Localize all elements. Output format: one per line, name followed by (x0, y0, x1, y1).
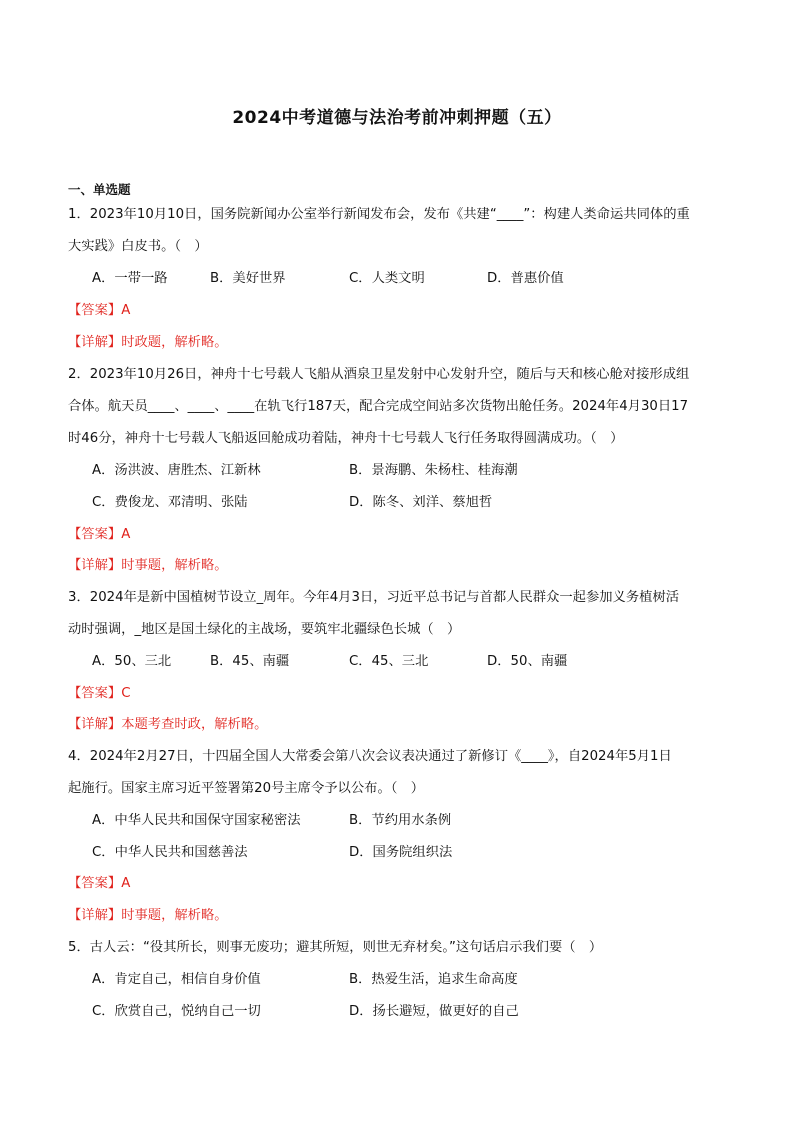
answer-value: C (121, 686, 131, 701)
q4-option-b: B．节约用水条例 (349, 813, 452, 828)
q3-detail (68, 716, 267, 734)
q2-answer (68, 526, 130, 544)
q1-option-c: C．人类文明 (349, 271, 425, 286)
q4-line-1: 4．2024年2月27日，十四届全国人大常委会第八次会议表决通过了新修订《____》，自2024年5月1日 (68, 749, 672, 764)
q2-detail (68, 557, 228, 575)
detail-text: 时事题，解析略。 (121, 908, 228, 923)
q5-option-a: A．肯定自己，相信自身价值 (92, 972, 261, 987)
q2-option-b: B．景海鹏、朱杨柱、桂海潮 (349, 463, 518, 478)
answer-label: 【答案】 (68, 686, 122, 701)
q3-option-a: A．50、三北 (92, 654, 172, 669)
answer-label: 【答案】 (68, 876, 122, 891)
q3-line-2: 动时强调，_地区是国土绿化的主战场，要筑牢北疆绿色长城（ ） (68, 622, 461, 637)
q4-answer (68, 875, 130, 893)
q1-detail (68, 334, 228, 352)
detail-text: 本题考查时政，解析略。 (121, 717, 268, 732)
q5-option-b: B．热爱生活，追求生命高度 (349, 972, 518, 987)
q4-option-a: A．中华人民共和国保守国家秘密法 (92, 813, 301, 828)
detail-label: 【详解】 (68, 335, 122, 350)
q2-line-1: 2．2023年10月26日，神舟十七号载人飞船从酒泉卫星发射中心发射升空，随后与天和核心舱对接形成组 (68, 367, 690, 382)
q3-line-1: 3．2024年是新中国植树节设立_周年。今年4月3日，习近平总书记与首都人民群众一起参加义务植树活 (68, 590, 680, 605)
detail-text: 时事题，解析略。 (121, 558, 228, 573)
answer-label: 【答案】 (68, 527, 122, 542)
q1-line-2: 大实践》白皮书。（ ） (68, 239, 208, 254)
q3-option-b: B．45、南疆 (210, 654, 290, 669)
q4-line-2: 起施行。国家主席习近平签署第20号主席令予以公布。（ ） (68, 781, 424, 796)
q2-line-2: 合体。航天员____、____、____在轨飞行187天，配合完成空间站多次货物出舱任务。2024年4月30日17 (68, 399, 689, 414)
q3-option-c: C．45、三北 (349, 654, 429, 669)
page-title: 2024中考道德与法治考前冲刺押题（五） (232, 108, 562, 128)
section-heading: 一、单选题 (68, 182, 131, 197)
answer-value: A (121, 876, 131, 891)
q1-option-d: D．普惠价值 (487, 271, 564, 286)
detail-label: 【详解】 (68, 717, 122, 732)
q2-option-c: C．费俊龙、邓清明、张陆 (92, 495, 248, 510)
q1-option-a: A．一带一路 (92, 271, 168, 286)
q1-line-1: 1．2023年10月10日，国务院新闻办公室举行新闻发布会，发布《共建“____”：构建人类命运共同体的重 (68, 207, 690, 222)
q5-option-d: D．扬长避短，做更好的自己 (349, 1004, 519, 1019)
q2-option-d: D．陈冬、刘洋、蔡旭哲 (349, 495, 493, 510)
q3-option-d: D．50、南疆 (487, 654, 568, 669)
q4-option-c: C．中华人民共和国慈善法 (92, 845, 248, 860)
q5-line-1: 5．古人云：“役其所长，则事无废功；避其所短，则世无弃材矣。”这句话启示我们要（ ） (68, 940, 603, 955)
detail-text: 时政题，解析略。 (121, 335, 228, 350)
q4-detail (68, 907, 228, 925)
answer-value: A (121, 527, 131, 542)
q1-option-b: B．美好世界 (210, 271, 286, 286)
answer-value: A (121, 303, 131, 318)
q2-option-a: A．汤洪波、唐胜杰、江新林 (92, 463, 261, 478)
answer-label: 【答案】 (68, 303, 122, 318)
detail-label: 【详解】 (68, 558, 122, 573)
q1-answer (68, 302, 130, 320)
q3-answer (68, 685, 130, 703)
q4-option-d: D．国务院组织法 (349, 845, 453, 860)
detail-label: 【详解】 (68, 908, 122, 923)
q5-option-c: C．欣赏自己，悦纳自己一切 (92, 1004, 261, 1019)
q2-line-3: 时46分，神舟十七号载人飞船返回舱成功着陆，神舟十七号载人飞行任务取得圆满成功。（ ） (68, 431, 624, 446)
